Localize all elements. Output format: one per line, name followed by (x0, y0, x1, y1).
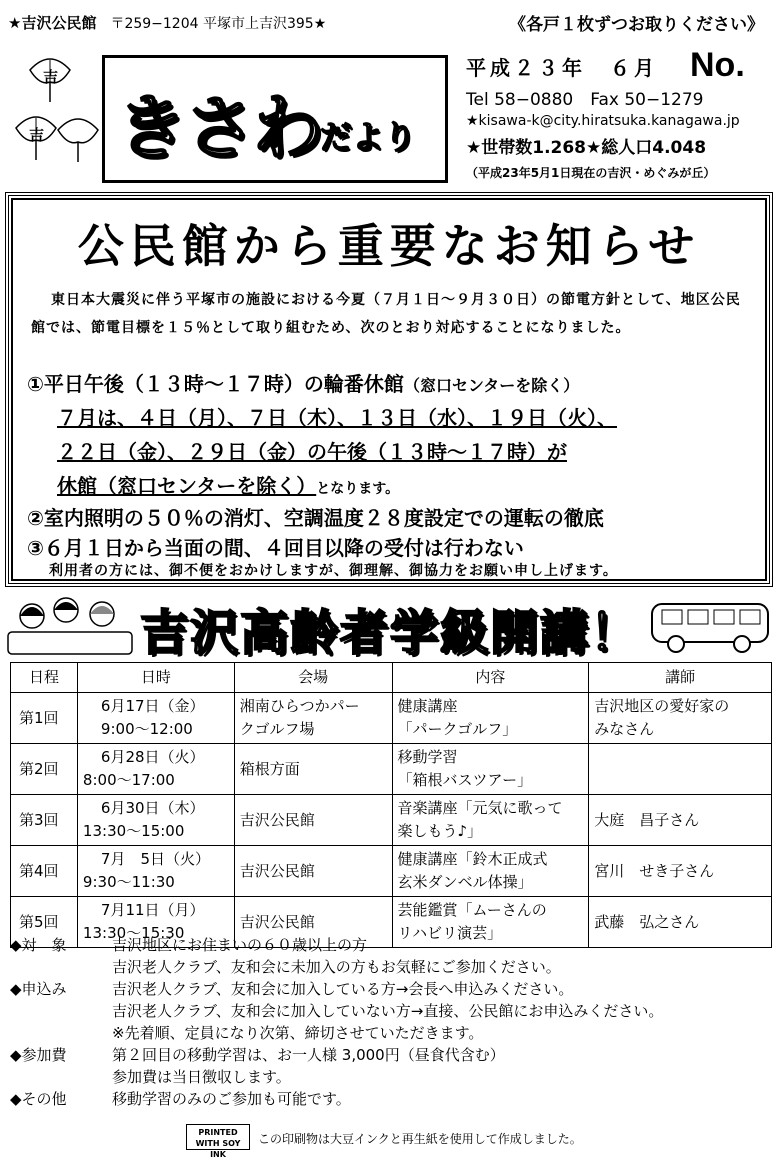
schedule-table (10, 662, 772, 948)
row-content (392, 744, 589, 795)
other-row (10, 1088, 774, 1110)
ginkgo-leaf-icon (12, 110, 60, 162)
fee-label: ◆参加費 (10, 1046, 67, 1064)
row-venue: 吉沢公民館 (234, 846, 392, 897)
row-content-line: 玄米ダンベル体操」 (397, 873, 533, 891)
header-content: 内容 (392, 663, 589, 693)
row-content-line: 移動学習 (397, 748, 458, 766)
event-details (10, 936, 774, 1110)
ginkgo-leaf-icon (54, 112, 102, 164)
other-label: ◆その他 (10, 1090, 67, 1108)
row-time: 9:00〜12:00 (100, 720, 193, 738)
notice-body: 東日本大震災に伴う平塚市の施設における今夏（７月１日〜９月３０日）の節電方針として、地区公民館では、節電目標を１５％として取り組むため、次のとおり対応することになりました。 (31, 292, 741, 336)
other-text: 移動学習のみのご参加も可能です。 (112, 1090, 351, 1108)
target-label: ◆対 象 (10, 936, 67, 954)
masthead-box (102, 55, 448, 183)
closure-tail: となります。 (316, 481, 400, 497)
row-date: 6月28日（火） (100, 748, 205, 766)
leaf-char: 吉 (29, 126, 45, 144)
print-notice (186, 1124, 606, 1159)
target-row-2 (10, 956, 774, 978)
point-1 (27, 368, 579, 397)
print-note: この印刷物は大豆インクと再生紙を使用して作成しました。 (258, 1132, 582, 1146)
point-2: ②室内照明の５０％の消灯、空調温度２８度設定での運転の徹底 (27, 506, 604, 530)
row-lecturer: 大庭 昌子さん (589, 795, 772, 846)
fee-row (10, 1044, 774, 1066)
masthead-title: きさわ (117, 86, 321, 169)
apply-row (10, 978, 774, 1000)
fee-text-2: 参加費は当日徴収します。 (112, 1068, 291, 1086)
table-row (11, 744, 772, 795)
table-header-row (11, 663, 772, 693)
masthead-subtitle: だより (320, 118, 417, 156)
row-venue-line: クゴルフ場 (239, 720, 315, 738)
fee-text-1: 第２回目の移動学習は、お一人様 3,000円（昼食代含む） (112, 1046, 505, 1064)
row-round: 第5回 (11, 897, 78, 948)
row-content-line: 楽しもう♪」 (397, 822, 483, 840)
row-venue: 箱根方面 (234, 744, 392, 795)
row-venue-line: 湘南ひらつかパー (239, 697, 360, 715)
point-1-line-3 (57, 470, 399, 499)
row-lecturer (589, 744, 772, 795)
apply-text-1: 吉沢老人クラブ、友和会に加入している方→会長へ申込みください。 (112, 980, 574, 998)
top-bar (8, 8, 774, 34)
row-datetime (77, 744, 234, 795)
row-content-line: 「パークゴルフ」 (397, 720, 518, 738)
row-datetime (77, 846, 234, 897)
row-time: 13:30〜15:30 (82, 924, 185, 942)
point-3: ③６月１日から当面の間、４回目以降の受付は行わない (27, 536, 524, 560)
row-round: 第4回 (11, 846, 78, 897)
important-notice (5, 192, 773, 587)
tel-fax: Tel 58−0880 Fax 50−1279 (466, 90, 704, 110)
header-datetime: 日時 (77, 663, 234, 693)
table-row (11, 795, 772, 846)
apply-row-3 (10, 1022, 774, 1044)
row-time: 13:30〜15:00 (82, 822, 185, 840)
row-time: 9:30〜11:30 (82, 873, 175, 891)
point-1-main: ①平日午後（１３時〜１７時）の輪番休館 (27, 372, 404, 396)
point-1-line-2: ２２日（金）、２９日（金）の午後（１３時〜１７時）が (57, 440, 567, 464)
row-content-line: 芸能鑑賞「ムーさんの (397, 901, 547, 919)
row-content (392, 693, 589, 744)
target-text: 吉沢地区にお住まいの６０歳以上の方 (112, 936, 368, 954)
row-datetime (77, 693, 234, 744)
tour-bus-icon (648, 598, 774, 656)
row-date: 7月11日（月） (100, 901, 205, 919)
row-round: 第2回 (11, 744, 78, 795)
leaf-char: 吉 (43, 68, 59, 86)
row-round: 第3回 (11, 795, 78, 846)
issue-date: 平成２３年 ６月 (466, 56, 658, 80)
apply-row-2 (10, 1000, 774, 1022)
apply-label: ◆申込み (10, 980, 67, 998)
target-text-2: 吉沢老人クラブ、友和会に未加入の方もお気軽にご参加ください。 (112, 958, 561, 976)
population-stats: ★世帯数1.268★総人口4.048 (466, 138, 707, 158)
section-title: 吉沢高齢者学級開講！ (140, 605, 641, 661)
point-1-line-1: ７月は、４日（月）、７日（木）、１３日（水）、１９日（火）、 (57, 406, 617, 430)
take-one-notice: 《各戸１枚ずつお取りください》 (509, 15, 764, 35)
table-row (11, 693, 772, 744)
apply-text-3: ※先着順、定員になり次第、締切させていただきます。 (112, 1024, 484, 1042)
row-lecturer-line: みなさん (594, 720, 655, 738)
row-round: 第1回 (11, 693, 78, 744)
stats-note: （平成23年5月1日現在の吉沢・めぐみが丘） (466, 166, 716, 180)
ginkgo-leaf-icon (26, 52, 74, 104)
header-schedule: 日程 (11, 663, 78, 693)
row-content-line: リハビリ演芸」 (397, 924, 503, 942)
point-1-paren: （窓口センターを除く） (403, 376, 580, 395)
row-venue (234, 693, 392, 744)
row-content-line: 健康講座「鈴木正成式 (397, 850, 548, 868)
soy-ink-logo: PRINTED WITH SOY INK (186, 1124, 250, 1150)
row-date: 6月30日（木） (100, 799, 205, 817)
row-venue: 吉沢公民館 (234, 897, 392, 948)
target-row (10, 934, 774, 956)
closure-text: 休館（窓口センターを除く） (57, 474, 317, 498)
table-row (11, 846, 772, 897)
apply-text-2: 吉沢老人クラブ、友和会に加入していない方→直接、公民館にお申込みください。 (112, 1002, 664, 1020)
row-lecturer: 武藤 弘之さん (589, 897, 772, 948)
header-lecturer: 講師 (589, 663, 772, 693)
issue-info (466, 46, 778, 181)
org-name: ★吉沢公民館 (8, 14, 97, 32)
row-lecturer-line: 吉沢地区の愛好家の (594, 697, 730, 715)
header-venue: 会場 (234, 663, 392, 693)
row-lecturer: 宮川 せき子さん (589, 846, 772, 897)
org-address: 〒259−1204 平塚市上吉沢395★ (110, 16, 327, 32)
row-datetime (77, 795, 234, 846)
row-lecturer (589, 693, 772, 744)
org-line (8, 12, 326, 33)
row-venue: 吉沢公民館 (234, 795, 392, 846)
email-address: ★kisawa-k@city.hiratsuka.kanagawa.jp (466, 113, 740, 129)
section-header (0, 592, 782, 662)
issue-number: No. (690, 46, 745, 84)
row-content-line: 音楽講座「元気に歌って (397, 799, 563, 817)
row-content (392, 846, 589, 897)
row-date: 7月 5日（火） (100, 850, 211, 868)
notice-closing: 利用者の方には、御不便をおかけしますが、御理解、御協力をお願い申し上げます。 (49, 563, 618, 579)
row-date: 6月17日（金） (100, 697, 205, 715)
seniors-group-icon (4, 592, 136, 656)
notice-title: 公民館から重要なお知らせ (77, 219, 701, 273)
row-content (392, 795, 589, 846)
fee-row-2 (10, 1066, 774, 1088)
row-content-line: 「箱根バスツアー」 (397, 771, 533, 789)
row-time: 8:00〜17:00 (82, 771, 175, 789)
row-content-line: 健康講座 (397, 697, 458, 715)
